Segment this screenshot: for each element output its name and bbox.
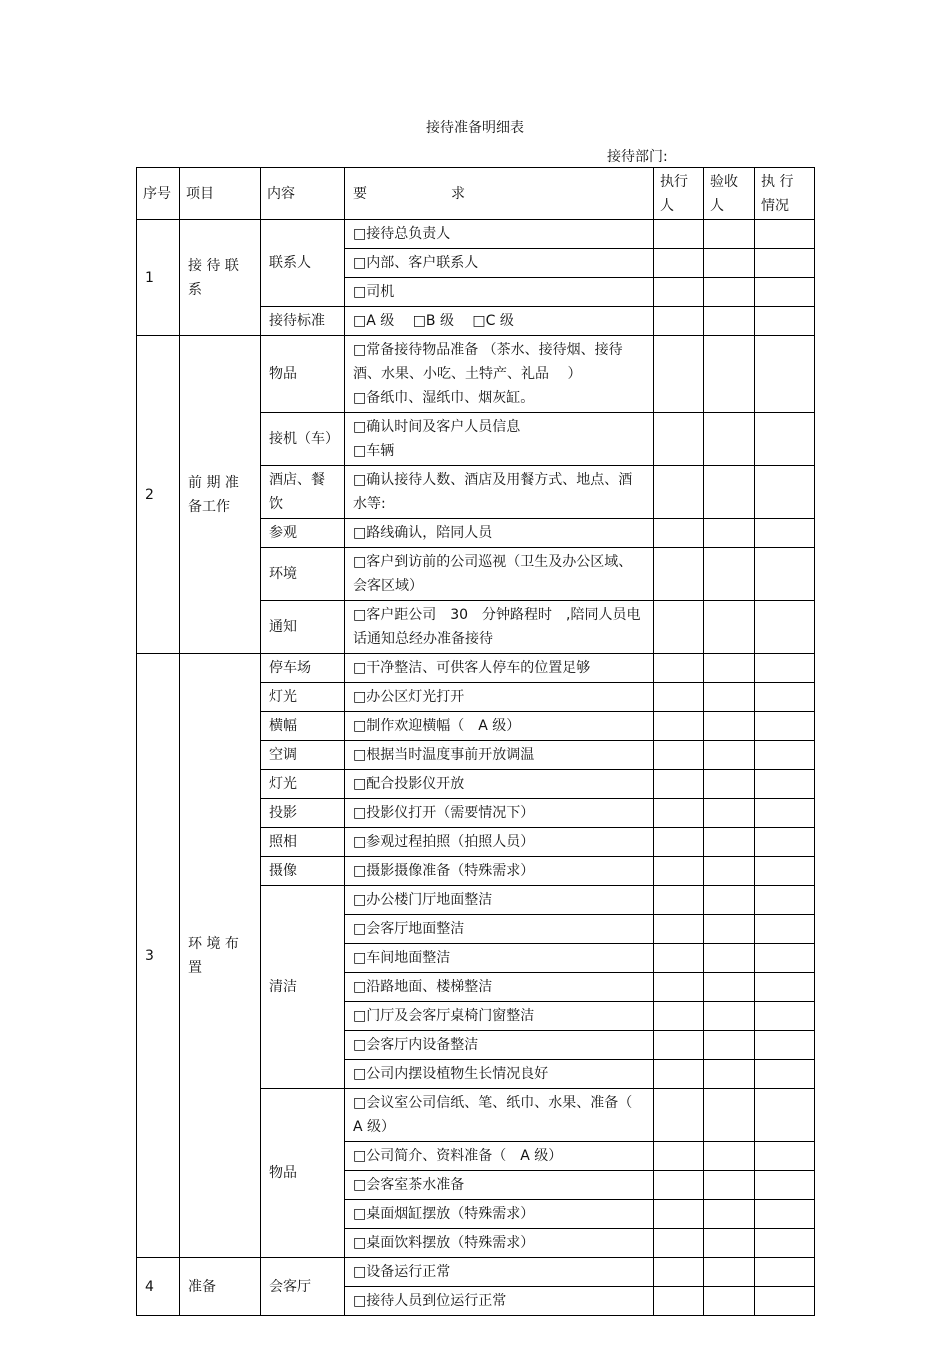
- requirement-cell: □确认时间及客户人员信息 □车辆: [345, 413, 654, 466]
- requirement-cell: □桌面烟缸摆放（特殊需求）: [345, 1200, 654, 1229]
- status-cell[interactable]: [755, 1089, 815, 1142]
- header-executor: 执行人: [654, 168, 704, 220]
- executor-cell[interactable]: [654, 1229, 704, 1258]
- executor-cell[interactable]: [654, 249, 704, 278]
- checker-cell[interactable]: [704, 1171, 755, 1200]
- requirement-cell: □设备运行正常: [345, 1258, 654, 1287]
- executor-cell[interactable]: [654, 1171, 704, 1200]
- checker-cell[interactable]: [704, 828, 755, 857]
- executor-cell[interactable]: [654, 307, 704, 336]
- table-body: [137, 220, 815, 1316]
- checker-cell[interactable]: [704, 1200, 755, 1229]
- requirement-cell: □制作欢迎横幅（ A 级）: [345, 712, 654, 741]
- requirement-cell: □干净整洁、可供客人停车的位置足够: [345, 654, 654, 683]
- status-cell[interactable]: [755, 278, 815, 307]
- requirement-cell: □会客厅地面整洁: [345, 915, 654, 944]
- department-label: 接待部门:: [607, 149, 668, 165]
- executor-cell[interactable]: [654, 1002, 704, 1031]
- checker-cell[interactable]: [704, 307, 755, 336]
- checker-cell[interactable]: [704, 654, 755, 683]
- content-cell: 联系人: [261, 220, 345, 307]
- requirement-cell: □根据当时温度事前开放调温: [345, 741, 654, 770]
- status-cell[interactable]: [755, 1031, 815, 1060]
- checker-cell[interactable]: [704, 683, 755, 712]
- executor-cell[interactable]: [654, 1142, 704, 1171]
- checker-cell[interactable]: [704, 1060, 755, 1089]
- content-cell: 参观: [261, 519, 345, 548]
- requirement-cell: □桌面饮料摆放（特殊需求）: [345, 1229, 654, 1258]
- status-cell[interactable]: [755, 336, 815, 413]
- executor-cell[interactable]: [654, 944, 704, 973]
- content-cell: 通知: [261, 601, 345, 654]
- status-cell[interactable]: [755, 249, 815, 278]
- checker-cell[interactable]: [704, 220, 755, 249]
- section-number: 3: [137, 654, 180, 1258]
- checker-cell[interactable]: [704, 519, 755, 548]
- requirement-cell: □确认接待人数、酒店及用餐方式、地点、酒水等:: [345, 466, 654, 519]
- status-cell[interactable]: [755, 548, 815, 601]
- executor-cell[interactable]: [654, 548, 704, 601]
- executor-cell[interactable]: [654, 712, 704, 741]
- content-cell: 会客厅: [261, 1258, 345, 1316]
- checker-cell[interactable]: [704, 741, 755, 770]
- requirement-cell: □配合投影仪开放: [345, 770, 654, 799]
- checker-cell[interactable]: [704, 278, 755, 307]
- status-cell[interactable]: [755, 944, 815, 973]
- requirement-cell: □客户到访前的公司巡视（卫生及办公区域、会客区域）: [345, 548, 654, 601]
- section-item: 接 待 联 系: [180, 220, 261, 336]
- requirement-cell: □摄影摄像准备（特殊需求）: [345, 857, 654, 886]
- content-cell: 物品: [261, 336, 345, 413]
- status-cell[interactable]: [755, 741, 815, 770]
- checker-cell[interactable]: [704, 1031, 755, 1060]
- executor-cell[interactable]: [654, 1258, 704, 1287]
- checker-cell[interactable]: [704, 857, 755, 886]
- status-cell[interactable]: [755, 683, 815, 712]
- status-cell[interactable]: [755, 712, 815, 741]
- requirement-cell: □办公区灯光打开: [345, 683, 654, 712]
- requirement-cell: □会议室公司信纸、笔、纸巾、水果、准备（ A 级）: [345, 1089, 654, 1142]
- executor-cell[interactable]: [654, 828, 704, 857]
- section-number: 2: [137, 336, 180, 654]
- header-requirement: [345, 168, 654, 220]
- document-title: 接待准备明细表: [426, 120, 524, 136]
- content-cell: 停车场: [261, 654, 345, 683]
- status-cell[interactable]: [755, 857, 815, 886]
- checker-cell[interactable]: [704, 413, 755, 466]
- executor-cell[interactable]: [654, 741, 704, 770]
- executor-cell[interactable]: [654, 466, 704, 519]
- status-cell[interactable]: [755, 1060, 815, 1089]
- status-cell[interactable]: [755, 1287, 815, 1316]
- content-cell: 灯光: [261, 770, 345, 799]
- checker-cell[interactable]: [704, 249, 755, 278]
- requirement-cell: □内部、客户联系人: [345, 249, 654, 278]
- content-cell: 摄像: [261, 857, 345, 886]
- executor-cell[interactable]: [654, 770, 704, 799]
- requirement-cell: □投影仪打开（需要情况下）: [345, 799, 654, 828]
- content-cell: 投影: [261, 799, 345, 828]
- checker-cell[interactable]: [704, 466, 755, 519]
- status-cell[interactable]: [755, 601, 815, 654]
- status-cell[interactable]: [755, 828, 815, 857]
- checker-cell[interactable]: [704, 1002, 755, 1031]
- content-cell: 环境: [261, 548, 345, 601]
- section-item: 准备: [180, 1258, 261, 1316]
- requirement-cell: □接待人员到位运行正常: [345, 1287, 654, 1316]
- executor-cell[interactable]: [654, 220, 704, 249]
- content-cell: 酒店、餐饮: [261, 466, 345, 519]
- header-requirement-b: 求: [451, 185, 465, 202]
- executor-cell[interactable]: [654, 278, 704, 307]
- table-row: [137, 336, 815, 413]
- checker-cell[interactable]: [704, 770, 755, 799]
- executor-cell[interactable]: [654, 519, 704, 548]
- requirement-cell: □A 级 □B 级 □C 级: [345, 307, 654, 336]
- status-cell[interactable]: [755, 654, 815, 683]
- header-status: 执 行 情况: [755, 168, 815, 220]
- checker-cell[interactable]: [704, 973, 755, 1002]
- header-content: 内容: [261, 168, 345, 220]
- status-cell[interactable]: [755, 1200, 815, 1229]
- executor-cell[interactable]: [654, 413, 704, 466]
- section-item: 前 期 准 备工作: [180, 336, 261, 654]
- content-cell: 照相: [261, 828, 345, 857]
- table-row: [137, 1258, 815, 1287]
- header-checker: 验收人: [704, 168, 755, 220]
- executor-cell[interactable]: [654, 336, 704, 413]
- requirement-cell: □会客室茶水准备: [345, 1171, 654, 1200]
- status-cell[interactable]: [755, 973, 815, 1002]
- executor-cell[interactable]: [654, 799, 704, 828]
- requirement-cell: □参观过程拍照（拍照人员）: [345, 828, 654, 857]
- checker-cell[interactable]: [704, 712, 755, 741]
- executor-cell[interactable]: [654, 601, 704, 654]
- status-cell[interactable]: [755, 915, 815, 944]
- status-cell[interactable]: [755, 1229, 815, 1258]
- header-item: 项目: [180, 168, 261, 220]
- status-cell[interactable]: [755, 1258, 815, 1287]
- executor-cell[interactable]: [654, 1200, 704, 1229]
- status-cell[interactable]: [755, 1142, 815, 1171]
- content-cell: 接待标准: [261, 307, 345, 336]
- checker-cell[interactable]: [704, 548, 755, 601]
- checker-cell[interactable]: [704, 336, 755, 413]
- table-row: [137, 654, 815, 683]
- requirement-cell: □公司内摆设植物生长情况良好: [345, 1060, 654, 1089]
- status-cell[interactable]: [755, 799, 815, 828]
- executor-cell[interactable]: [654, 683, 704, 712]
- checker-cell[interactable]: [704, 1229, 755, 1258]
- requirement-cell: □客户距公司 30 分钟路程时 ,陪同人员电话通知总经办准备接待: [345, 601, 654, 654]
- requirement-cell: □沿路地面、楼梯整洁: [345, 973, 654, 1002]
- section-number: 4: [137, 1258, 180, 1316]
- requirement-cell: □车间地面整洁: [345, 944, 654, 973]
- requirement-cell: □司机: [345, 278, 654, 307]
- checker-cell[interactable]: [704, 1142, 755, 1171]
- section-item: 环 境 布 置: [180, 654, 261, 1258]
- checker-cell[interactable]: [704, 1258, 755, 1287]
- requirement-cell: □常备接待物品准备 （茶水、接待烟、接待酒、水果、小吃、土特产、礼品 ） □备纸巾、湿纸巾、烟灰缸。: [345, 336, 654, 413]
- status-cell[interactable]: [755, 466, 815, 519]
- section-number: 1: [137, 220, 180, 336]
- content-cell: 物品: [261, 1089, 345, 1258]
- content-cell: 横幅: [261, 712, 345, 741]
- executor-cell[interactable]: [654, 1089, 704, 1142]
- requirement-cell: □会客厅内设备整洁: [345, 1031, 654, 1060]
- status-cell[interactable]: [755, 1002, 815, 1031]
- executor-cell[interactable]: [654, 1287, 704, 1316]
- checker-cell[interactable]: [704, 944, 755, 973]
- status-cell[interactable]: [755, 770, 815, 799]
- executor-cell[interactable]: [654, 1060, 704, 1089]
- requirement-cell: □办公楼门厅地面整洁: [345, 886, 654, 915]
- status-cell[interactable]: [755, 307, 815, 336]
- executor-cell[interactable]: [654, 886, 704, 915]
- checker-cell[interactable]: [704, 1287, 755, 1316]
- content-cell: 清洁: [261, 886, 345, 1089]
- header-no: 序号: [137, 168, 180, 220]
- checker-cell[interactable]: [704, 1089, 755, 1142]
- content-cell: 接机（车）: [261, 413, 345, 466]
- status-cell[interactable]: [755, 220, 815, 249]
- content-cell: 空调: [261, 741, 345, 770]
- requirement-cell: □门厅及会客厅桌椅门窗整洁: [345, 1002, 654, 1031]
- checker-cell[interactable]: [704, 915, 755, 944]
- executor-cell[interactable]: [654, 857, 704, 886]
- checker-cell[interactable]: [704, 886, 755, 915]
- status-cell[interactable]: [755, 519, 815, 548]
- requirement-cell: □接待总负责人: [345, 220, 654, 249]
- header-requirement-a: 要: [353, 185, 367, 202]
- requirement-cell: □路线确认，陪同人员: [345, 519, 654, 548]
- status-cell[interactable]: [755, 1171, 815, 1200]
- requirement-cell: □公司简介、资料准备（ A 级）: [345, 1142, 654, 1171]
- executor-cell[interactable]: [654, 973, 704, 1002]
- executor-cell[interactable]: [654, 915, 704, 944]
- status-cell[interactable]: [755, 886, 815, 915]
- table-row: [137, 220, 815, 249]
- reception-checklist-table: [136, 167, 815, 1316]
- executor-cell[interactable]: [654, 1031, 704, 1060]
- executor-cell[interactable]: [654, 654, 704, 683]
- checker-cell[interactable]: [704, 799, 755, 828]
- content-cell: 灯光: [261, 683, 345, 712]
- status-cell[interactable]: [755, 413, 815, 466]
- checker-cell[interactable]: [704, 601, 755, 654]
